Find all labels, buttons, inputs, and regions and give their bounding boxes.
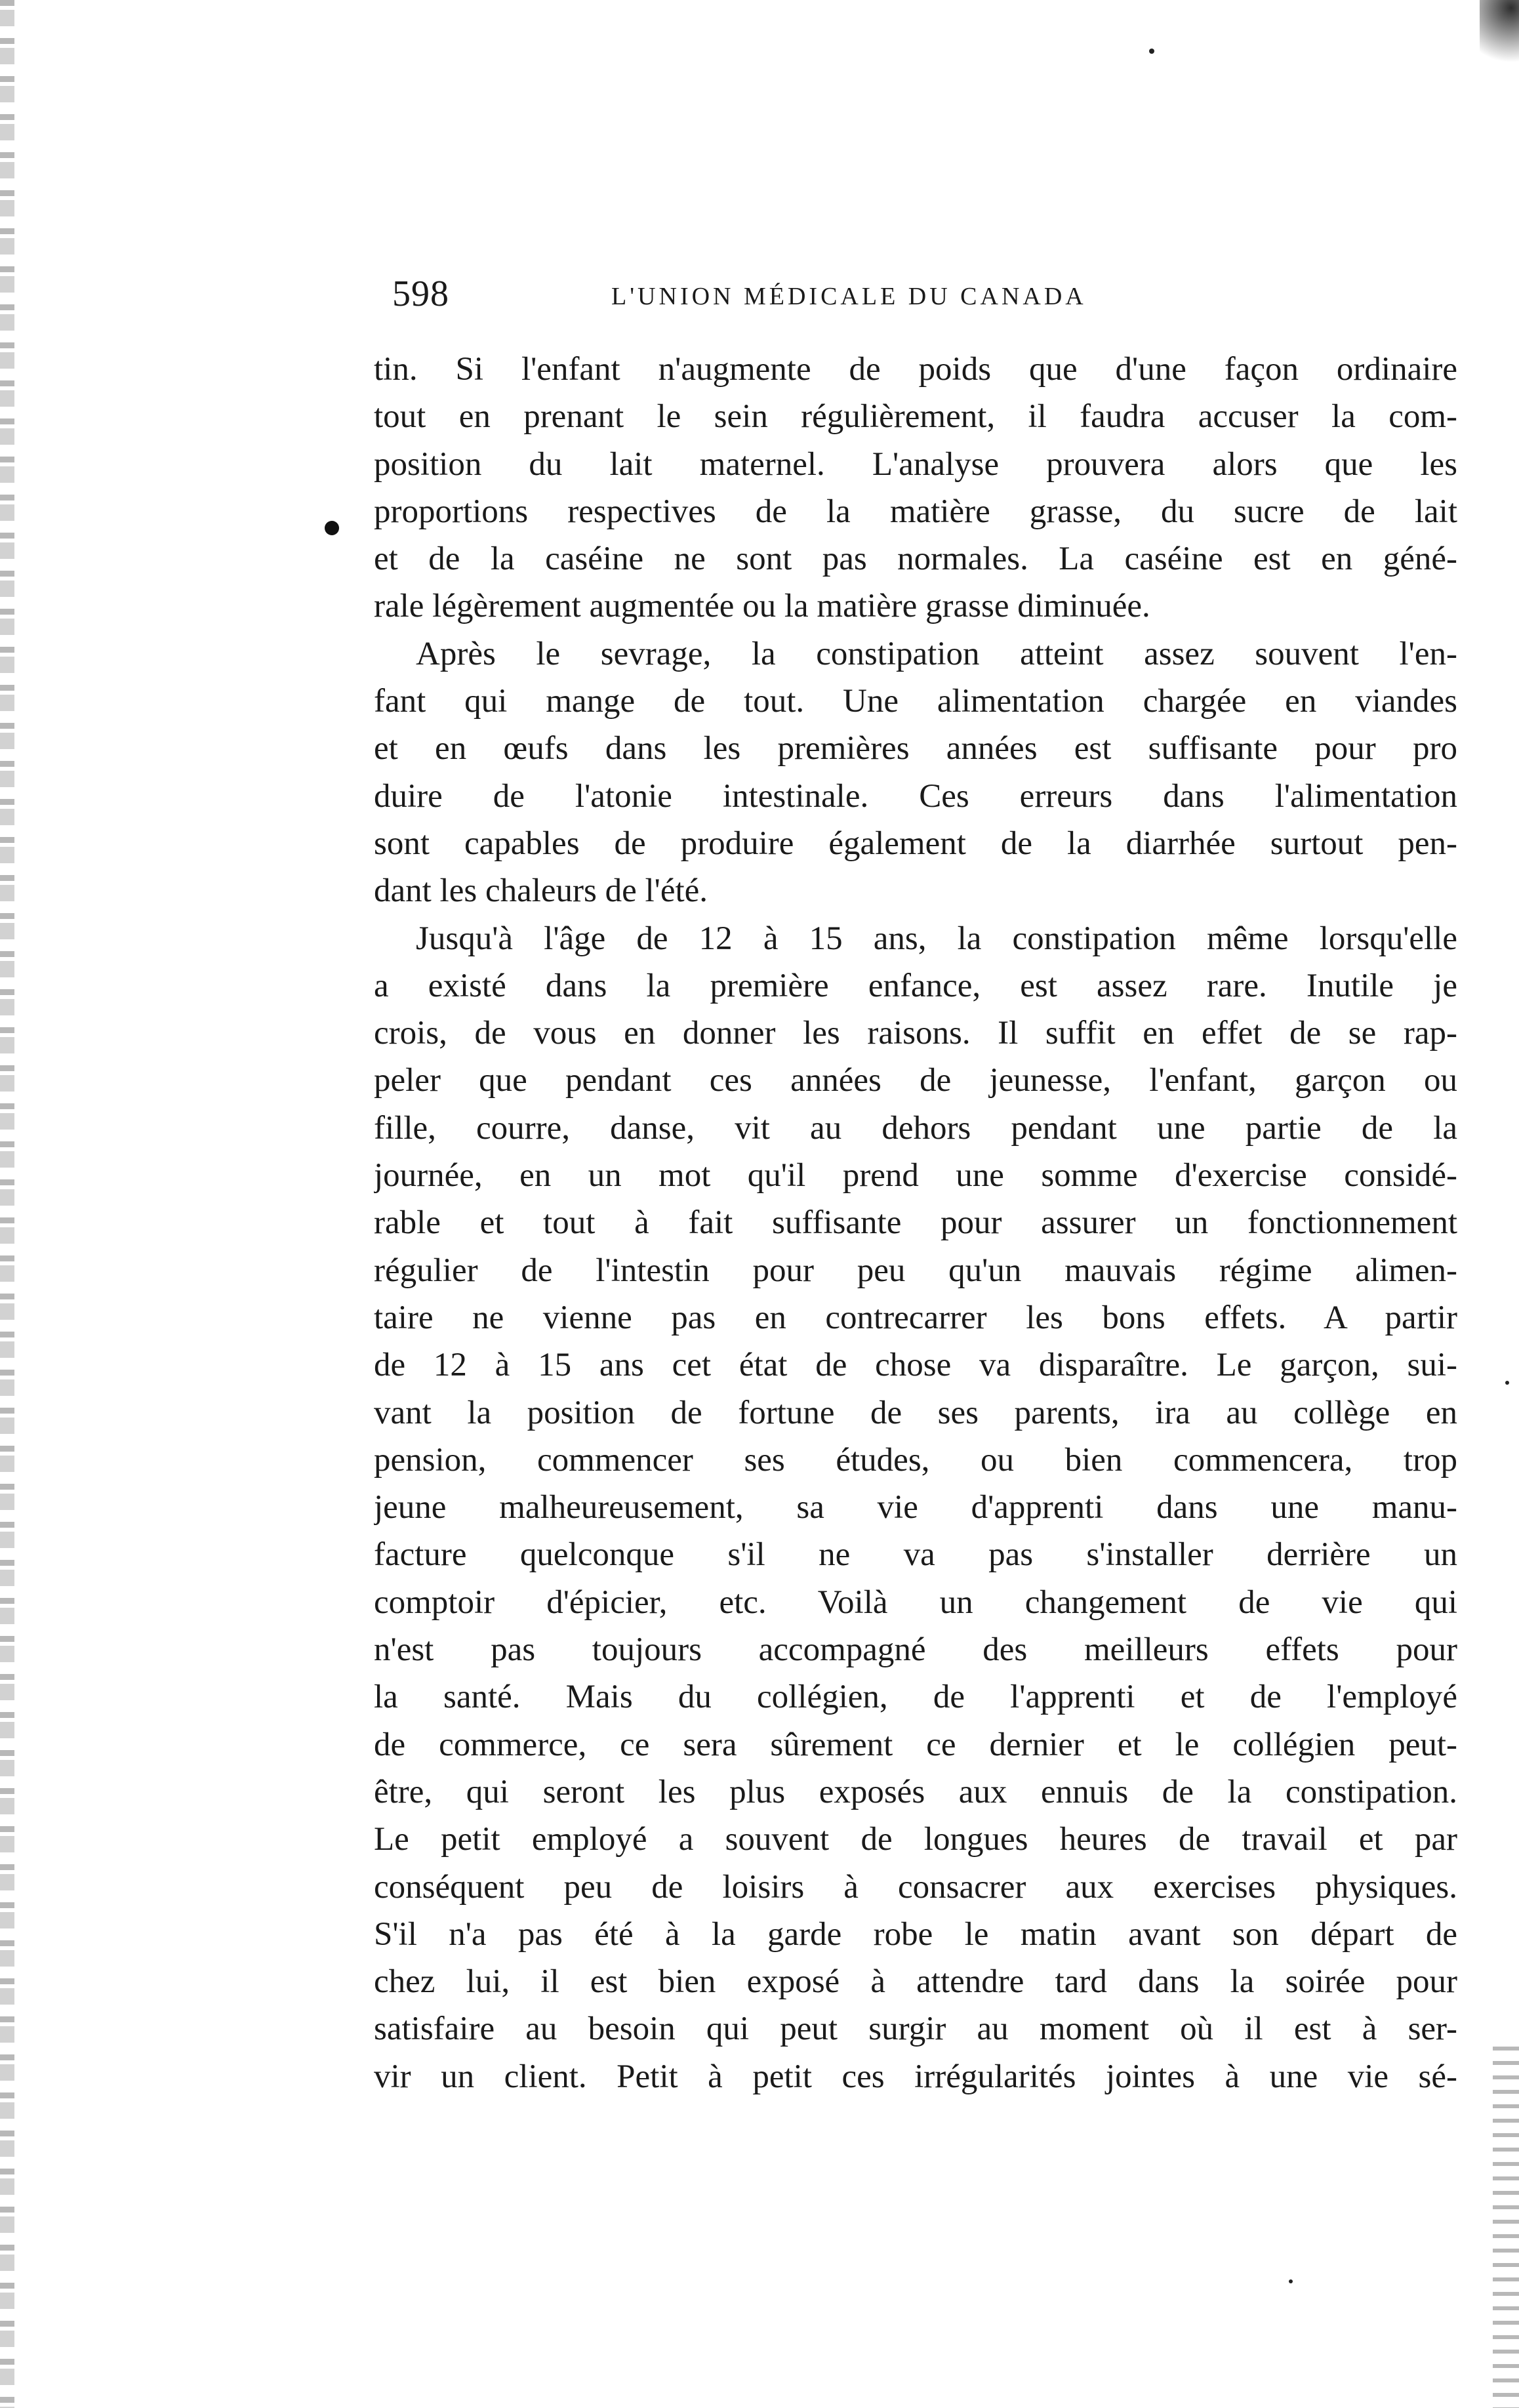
text-line: tin. Si l'enfant n'augmente de poids que d'une façon ordinaire	[374, 351, 1457, 388]
text-line: duire de l'atonie intestinale. Ces erreurs dans l'alimentation	[374, 777, 1457, 815]
text-line: la santé. Mais du collégien, de l'apprenti et de l'employé	[374, 1679, 1457, 1716]
margin-bullet-mark	[325, 521, 339, 535]
text-line: fant qui mange de tout. Une alimentation chargée en viandes	[374, 683, 1457, 720]
page-header	[392, 268, 1191, 320]
scan-speck	[1149, 49, 1154, 54]
text-line: S'il n'a pas été à la garde robe le matin avant son départ de	[374, 1915, 1457, 1953]
scan-speck	[1505, 1381, 1509, 1385]
text-line: Le petit employé a souvent de longues heures de travail et par	[374, 1821, 1457, 1858]
text-line: Jusqu'à l'âge de 12 à 15 ans, la constipation même lorsqu'elle	[416, 920, 1457, 957]
text-line: vant la position de fortune de ses parents, ira au collège en	[374, 1394, 1457, 1431]
text-line: sont capables de produire également de la diarrhée surtout pen-	[374, 825, 1457, 862]
text-line: peler que pendant ces années de jeunesse, l'enfant, garçon ou	[374, 1062, 1457, 1099]
text-line: régulier de l'intestin pour peu qu'un mauvais régime alimen-	[374, 1252, 1457, 1289]
text-line: de commerce, ce sera sûrement ce dernier et le collégien peut-	[374, 1726, 1457, 1763]
text-line: et de la caséine ne sont pas normales. La caséine est en géné-	[374, 541, 1457, 578]
text-line: position du lait maternel. L'analyse prouvera alors que les	[374, 445, 1457, 483]
text-line: vir un client. Petit à petit ces irrégularités jointes à une vie sé-	[374, 2058, 1457, 2095]
text-line: journée, en un mot qu'il prend une somme d'exercise considé-	[374, 1157, 1457, 1194]
running-title: L'UNION MÉDICALE DU CANADA	[611, 283, 1087, 310]
text-line: pension, commencer ses études, ou bien commencera, trop	[374, 1441, 1457, 1479]
scan-bottom-right-artifact	[1493, 2047, 1519, 2408]
text-line: tout en prenant le sein régulièrement, il faudra accuser la com-	[374, 398, 1457, 436]
text-line: comptoir d'épicier, etc. Voilà un changement de vie qui	[374, 1583, 1457, 1621]
text-line: être, qui seront les plus exposés aux ennuis de la constipation.	[374, 1773, 1457, 1810]
text-line: rable et tout à fait suffisante pour assurer un fonctionnement	[374, 1204, 1457, 1242]
text-line: n'est pas toujours accompagné des meilleurs effets pour	[374, 1631, 1457, 1669]
text-line: dant les chaleurs de l'été.	[374, 872, 708, 910]
text-line: chez lui, il est bien exposé à attendre tard dans la soirée pour	[374, 1963, 1457, 2001]
text-line: et en œufs dans les premières années est suffisante pour pro	[374, 730, 1457, 767]
text-line: satisfaire au besoin qui peut surgir au moment où il est à ser-	[374, 2010, 1457, 2048]
text-line: Après le sevrage, la constipation atteint assez souvent l'en-	[416, 635, 1457, 672]
text-line: a existé dans la première enfance, est assez rare. Inutile je	[374, 967, 1457, 1004]
body-text	[374, 346, 1457, 2100]
scan-speck	[1289, 2279, 1293, 2283]
text-line: proportions respectives de la matière grasse, du sucre de lait	[374, 493, 1457, 530]
text-line: conséquent peu de loisirs à consacrer aux exercises physiques.	[374, 1868, 1457, 1906]
text-line: jeune malheureusement, sa vie d'apprenti dans une manu-	[374, 1489, 1457, 1526]
text-line: de 12 à 15 ans cet état de chose va disparaître. Le garçon, sui-	[374, 1347, 1457, 1384]
scan-left-edge-artifact	[0, 0, 14, 2408]
text-line: taire ne vienne pas en contrecarrer les bons effets. A partir	[374, 1299, 1457, 1336]
scan-top-right-artifact	[1480, 0, 1519, 79]
page-number: 598	[392, 274, 449, 314]
text-line: facture quelconque s'il ne va pas s'installer derrière un	[374, 1536, 1457, 1574]
text-line: crois, de vous en donner les raisons. Il suffit en effet de se rap-	[374, 1015, 1457, 1052]
text-line: rale légèrement augmentée ou la matière grasse diminuée.	[374, 588, 1150, 625]
text-line: fille, courre, danse, vit au dehors pendant une partie de la	[374, 1109, 1457, 1147]
